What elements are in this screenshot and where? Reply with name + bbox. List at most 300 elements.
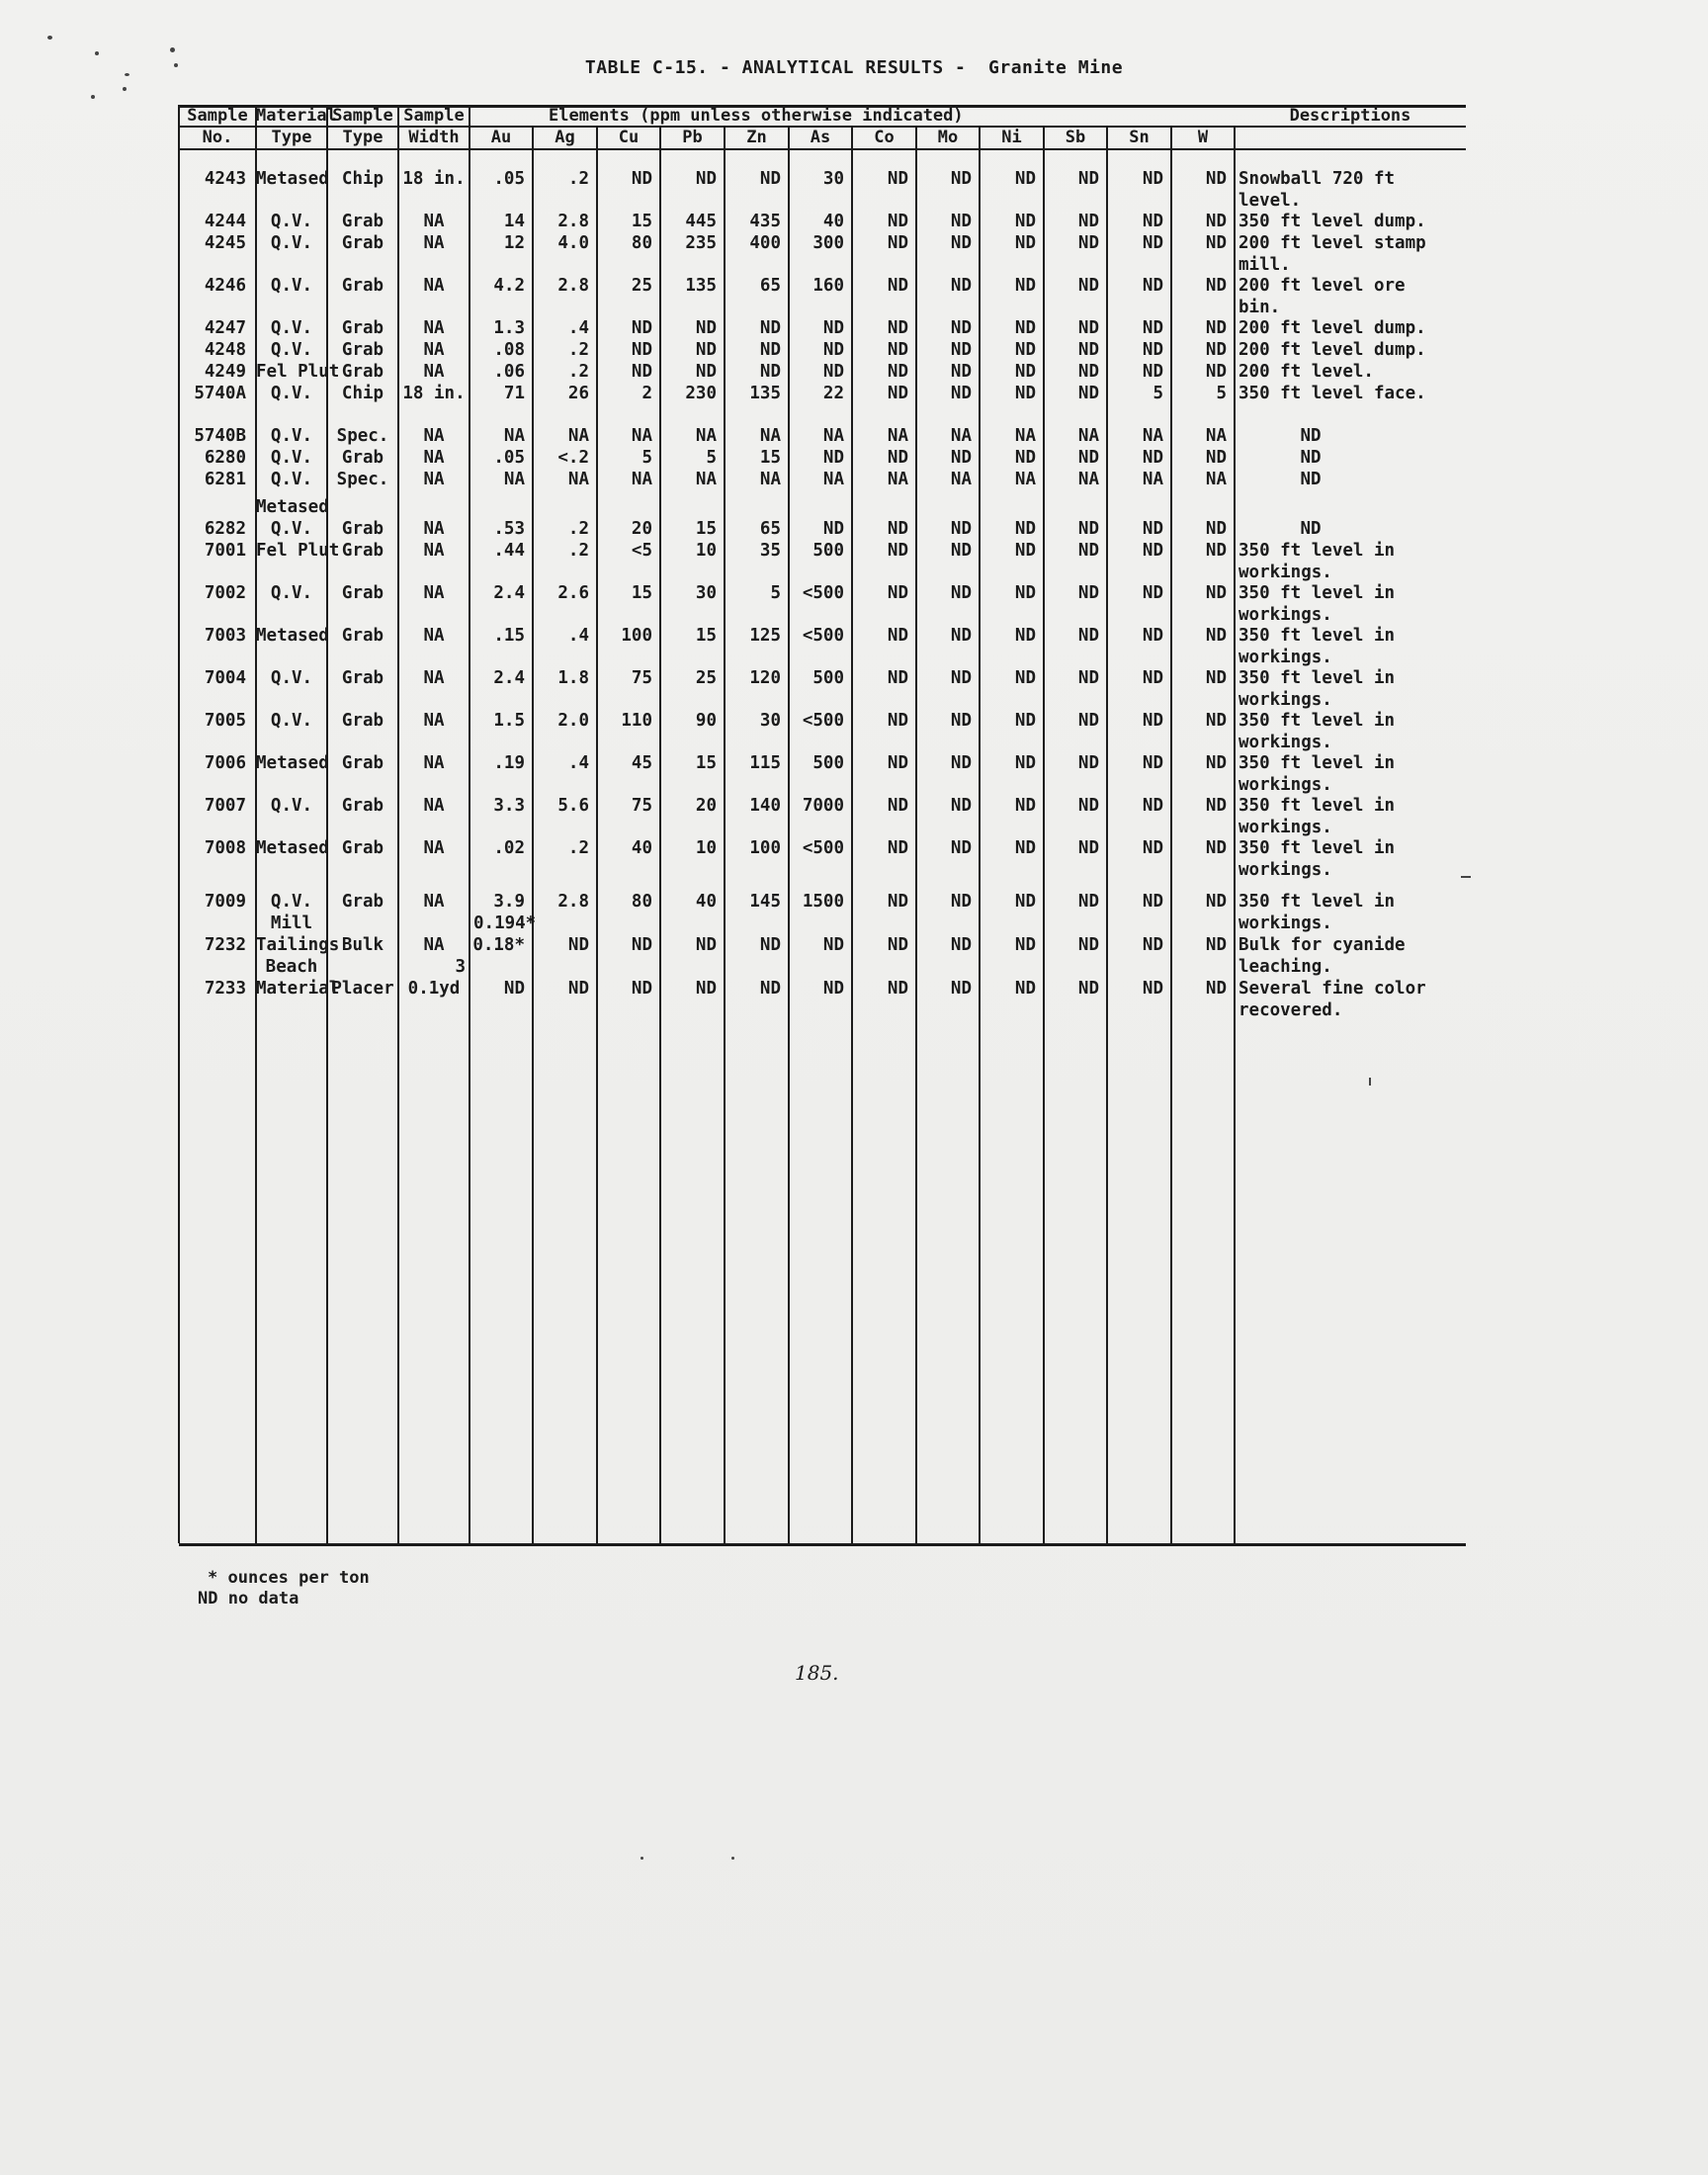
cell-co: ND	[887, 935, 908, 955]
cell-ni: ND	[1014, 583, 1036, 603]
cell-no: 6280	[204, 448, 246, 468]
cell-no: 4248	[204, 340, 246, 360]
cell-no: 6282	[204, 519, 246, 539]
cell-as: ND	[822, 448, 844, 468]
header-col-w: W	[1197, 128, 1209, 147]
cell-sb: ND	[1077, 935, 1099, 955]
cell-as: 300	[812, 233, 844, 253]
cell-mat: Metased	[256, 497, 329, 517]
cell-sb: ND	[1077, 340, 1099, 360]
scan-speck	[91, 95, 95, 99]
cell-sb: ND	[1077, 541, 1099, 561]
cell-ag: .4	[567, 626, 589, 646]
cell-co: NA	[887, 426, 908, 446]
cell-ag: 26	[567, 384, 589, 403]
cell-description: 350 ft level face.	[1238, 384, 1426, 403]
cell-mat: Metased	[256, 169, 329, 189]
cell-as: ND	[822, 362, 844, 382]
cell-sn: ND	[1142, 583, 1163, 603]
cell-sn: NA	[1142, 470, 1163, 489]
cell-au: 1.3	[493, 318, 525, 338]
cell-au: .15	[493, 626, 525, 646]
cell-no: 7232	[204, 935, 246, 955]
cell-w: ND	[1205, 838, 1227, 858]
cell-pb: 10	[695, 541, 717, 561]
cell-description: 350 ft level in	[1238, 796, 1396, 816]
cell-co: ND	[887, 711, 908, 731]
cell-cu: ND	[631, 935, 652, 955]
cell-au: 0.194*	[473, 914, 537, 933]
cell-pb: ND	[695, 979, 717, 999]
cell-zn: 65	[759, 276, 781, 296]
cell-type: Grab	[341, 711, 384, 731]
scan-speck	[731, 1857, 734, 1860]
cell-ni: ND	[1014, 276, 1036, 296]
cell-ag: .2	[567, 362, 589, 382]
cell-pb: ND	[695, 169, 717, 189]
cell-ag: .2	[567, 541, 589, 561]
cell-zn: 400	[749, 233, 781, 253]
cell-cu: NA	[631, 426, 652, 446]
cell-zn: 145	[749, 892, 781, 912]
cell-co: ND	[887, 796, 908, 816]
cell-w: ND	[1205, 753, 1227, 773]
cell-pb: 10	[695, 838, 717, 858]
cell-mo: ND	[950, 448, 972, 468]
cell-pb: ND	[695, 362, 717, 382]
cell-description: 200 ft level dump.	[1238, 340, 1426, 360]
header-col-mo: Mo	[937, 128, 959, 147]
cell-description: workings.	[1238, 563, 1332, 582]
cell-zn: 135	[749, 384, 781, 403]
cell-mat: Q.V.	[270, 583, 313, 603]
cell-pb: 20	[695, 796, 717, 816]
header-col-sample-type: Type	[342, 128, 384, 147]
cell-no: 4249	[204, 362, 246, 382]
cell-mat: Q.V.	[270, 711, 313, 731]
header-material: Material	[256, 106, 337, 126]
cell-mo: ND	[950, 711, 972, 731]
cell-ni: ND	[1014, 668, 1036, 688]
cell-width: NA	[423, 753, 445, 773]
cell-as: 1500	[802, 892, 844, 912]
cell-co: ND	[887, 541, 908, 561]
cell-description: ND	[1300, 470, 1322, 489]
table-rule	[179, 1543, 1466, 1546]
cell-type: Grab	[341, 233, 384, 253]
cell-ag: NA	[567, 470, 589, 489]
cell-mat: Q.V.	[270, 668, 313, 688]
cell-no: 5740A	[194, 384, 246, 403]
cell-w: ND	[1205, 935, 1227, 955]
cell-ag: 4.0	[557, 233, 589, 253]
cell-type: Grab	[341, 276, 384, 296]
cell-co: ND	[887, 838, 908, 858]
cell-mat: Tailings	[256, 935, 340, 955]
cell-sn: ND	[1142, 935, 1163, 955]
cell-pb: NA	[695, 426, 717, 446]
cell-mat: Q.V.	[270, 892, 313, 912]
cell-ag: ND	[567, 935, 589, 955]
cell-description: 350 ft level in	[1238, 626, 1396, 646]
header-col-sn: Sn	[1129, 128, 1150, 147]
cell-no: 7002	[204, 583, 246, 603]
cell-au: .02	[493, 838, 525, 858]
cell-mat: Q.V.	[270, 212, 313, 231]
cell-description: 350 ft level dump.	[1238, 212, 1426, 231]
cell-w: ND	[1205, 276, 1227, 296]
cell-mo: ND	[950, 838, 972, 858]
cell-ni: ND	[1014, 169, 1036, 189]
cell-pb: 235	[685, 233, 717, 253]
cell-ag: 2.0	[557, 711, 589, 731]
cell-ni: ND	[1014, 212, 1036, 231]
cell-au: .06	[493, 362, 525, 382]
cell-mat: Metased	[256, 838, 329, 858]
cell-ag: 2.8	[557, 276, 589, 296]
cell-width: NA	[423, 212, 445, 231]
cell-pb: 230	[685, 384, 717, 403]
cell-as: 160	[812, 276, 844, 296]
cell-cu: ND	[631, 169, 652, 189]
cell-co: ND	[887, 668, 908, 688]
cell-width: 0.1yd	[407, 979, 461, 999]
header-col-sb: Sb	[1065, 128, 1086, 147]
cell-zn: 15	[759, 448, 781, 468]
cell-sb: ND	[1077, 626, 1099, 646]
cell-type: Grab	[341, 362, 384, 382]
cell-no: 6281	[204, 470, 246, 489]
cell-description: ND	[1300, 426, 1322, 446]
cell-description: 350 ft level in	[1238, 753, 1396, 773]
cell-width: NA	[423, 668, 445, 688]
cell-width: NA	[423, 711, 445, 731]
cell-no: 4244	[204, 212, 246, 231]
cell-width: NA	[423, 838, 445, 858]
cell-description: 200 ft level stamp	[1238, 233, 1426, 253]
cell-sn: NA	[1142, 426, 1163, 446]
cell-width: NA	[423, 626, 445, 646]
cell-ag: <.2	[557, 448, 589, 468]
cell-co: ND	[887, 384, 908, 403]
cell-sn: ND	[1142, 892, 1163, 912]
cell-mat: Q.V.	[270, 276, 313, 296]
cell-sb: ND	[1077, 448, 1099, 468]
cell-w: NA	[1205, 426, 1227, 446]
cell-mat: Q.V.	[270, 519, 313, 539]
cell-description: 350 ft level in	[1238, 838, 1396, 858]
cell-as: 500	[812, 753, 844, 773]
cell-sb: ND	[1077, 384, 1099, 403]
cell-w: NA	[1205, 470, 1227, 489]
cell-au: .44	[493, 541, 525, 561]
cell-mo: ND	[950, 796, 972, 816]
cell-cu: ND	[631, 340, 652, 360]
cell-as: 500	[812, 541, 844, 561]
scan-speck	[95, 51, 99, 55]
cell-mo: ND	[950, 892, 972, 912]
cell-mat: Q.V.	[270, 426, 313, 446]
cell-zn: ND	[759, 340, 781, 360]
cell-as: ND	[822, 519, 844, 539]
cell-au: .19	[493, 753, 525, 773]
cell-width: NA	[423, 541, 445, 561]
cell-no: 7006	[204, 753, 246, 773]
cell-ni: ND	[1014, 362, 1036, 382]
column-divider	[1234, 127, 1236, 1543]
cell-type: Grab	[341, 318, 384, 338]
cell-type: Grab	[341, 626, 384, 646]
cell-mo: ND	[950, 668, 972, 688]
cell-pb: 5	[706, 448, 717, 468]
cell-sn: ND	[1142, 519, 1163, 539]
cell-mo: ND	[950, 583, 972, 603]
cell-w: ND	[1205, 340, 1227, 360]
scan-speck	[640, 1857, 643, 1860]
cell-w: ND	[1205, 212, 1227, 231]
cell-as: 40	[822, 212, 844, 231]
cell-type: Grab	[341, 212, 384, 231]
cell-description: workings.	[1238, 690, 1332, 710]
cell-no: 4247	[204, 318, 246, 338]
cell-width: NA	[423, 935, 445, 955]
cell-ag: 5.6	[557, 796, 589, 816]
cell-w: ND	[1205, 448, 1227, 468]
cell-co: ND	[887, 892, 908, 912]
cell-cu: ND	[631, 318, 652, 338]
cell-co: ND	[887, 340, 908, 360]
cell-w: ND	[1205, 626, 1227, 646]
cell-type: Grab	[341, 838, 384, 858]
cell-pb: 90	[695, 711, 717, 731]
scan-speck	[123, 87, 127, 91]
cell-ag: .2	[567, 340, 589, 360]
cell-ag: .2	[567, 519, 589, 539]
cell-cu: ND	[631, 362, 652, 382]
cell-cu: 45	[631, 753, 652, 773]
cell-w: ND	[1205, 233, 1227, 253]
cell-description: Snowball 720 ft	[1238, 169, 1396, 189]
cell-description: 200 ft level ore	[1238, 276, 1406, 296]
cell-cu: 75	[631, 668, 652, 688]
cell-au: .08	[493, 340, 525, 360]
cell-ni: ND	[1014, 892, 1036, 912]
cell-ag: 2.6	[557, 583, 589, 603]
cell-zn: ND	[759, 979, 781, 999]
cell-co: ND	[887, 362, 908, 382]
cell-mo: ND	[950, 519, 972, 539]
cell-as: <500	[802, 711, 844, 731]
cell-co: ND	[887, 212, 908, 231]
cell-width: 3	[455, 957, 466, 977]
cell-description: 350 ft level in	[1238, 892, 1396, 912]
header-elements: Elements (ppm unless otherwise indicated)	[549, 106, 964, 126]
cell-ni: ND	[1014, 838, 1036, 858]
cell-cu: ND	[631, 979, 652, 999]
cell-ag: .2	[567, 169, 589, 189]
cell-co: NA	[887, 470, 908, 489]
header-sample-width: Sample	[403, 106, 465, 126]
cell-cu: 5	[641, 448, 652, 468]
cell-au: 3.9	[493, 892, 525, 912]
cell-no: 7007	[204, 796, 246, 816]
cell-no: 4243	[204, 169, 246, 189]
footnote-nd: ND no data	[198, 1589, 299, 1609]
cell-type: Spec.	[336, 426, 389, 446]
cell-w: ND	[1205, 519, 1227, 539]
cell-as: ND	[822, 935, 844, 955]
cell-pb: ND	[695, 340, 717, 360]
cell-sn: ND	[1142, 626, 1163, 646]
cell-cu: 110	[621, 711, 652, 731]
cell-description: 200 ft level.	[1238, 362, 1374, 382]
cell-sn: ND	[1142, 753, 1163, 773]
cell-type: Grab	[341, 340, 384, 360]
cell-w: ND	[1205, 668, 1227, 688]
cell-width: NA	[423, 448, 445, 468]
cell-sb: NA	[1077, 426, 1099, 446]
cell-description: level.	[1238, 191, 1302, 211]
cell-au: 14	[503, 212, 525, 231]
cell-ag: .4	[567, 753, 589, 773]
cell-ni: ND	[1014, 753, 1036, 773]
cell-description: recovered.	[1238, 1000, 1343, 1020]
header-sample: Sample	[187, 106, 248, 126]
cell-zn: NA	[759, 426, 781, 446]
cell-sb: ND	[1077, 318, 1099, 338]
cell-ni: ND	[1014, 448, 1036, 468]
cell-width: NA	[423, 796, 445, 816]
cell-zn: 435	[749, 212, 781, 231]
cell-sb: ND	[1077, 892, 1099, 912]
cell-cu: 75	[631, 796, 652, 816]
cell-mo: ND	[950, 276, 972, 296]
cell-no: 7009	[204, 892, 246, 912]
cell-mo: NA	[950, 426, 972, 446]
header-col-type: Type	[271, 128, 312, 147]
cell-sn: ND	[1142, 276, 1163, 296]
table-rule	[179, 148, 1466, 150]
cell-type: Grab	[341, 892, 384, 912]
cell-ni: ND	[1014, 626, 1036, 646]
cell-width: NA	[423, 276, 445, 296]
cell-description: 350 ft level in	[1238, 711, 1396, 731]
cell-cu: 25	[631, 276, 652, 296]
cell-ni: ND	[1014, 233, 1036, 253]
cell-sn: ND	[1142, 711, 1163, 731]
cell-w: ND	[1205, 583, 1227, 603]
cell-sn: ND	[1142, 979, 1163, 999]
cell-pb: 445	[685, 212, 717, 231]
cell-mat: Q.V.	[270, 448, 313, 468]
cell-no: 7004	[204, 668, 246, 688]
cell-w: ND	[1205, 362, 1227, 382]
cell-description: Bulk for cyanide	[1238, 935, 1406, 955]
cell-mat: Material	[256, 979, 340, 999]
cell-zn: 65	[759, 519, 781, 539]
header-col-zn: Zn	[746, 128, 767, 147]
cell-mat: Q.V.	[270, 470, 313, 489]
cell-co: ND	[887, 626, 908, 646]
cell-co: ND	[887, 583, 908, 603]
scan-speck	[47, 36, 52, 40]
cell-ni: ND	[1014, 541, 1036, 561]
cell-au: 71	[503, 384, 525, 403]
cell-description: workings.	[1238, 605, 1332, 625]
cell-as: 22	[822, 384, 844, 403]
cell-sb: ND	[1077, 212, 1099, 231]
cell-pb: 15	[695, 519, 717, 539]
cell-description: ND	[1300, 519, 1322, 539]
cell-mat: Mill	[270, 914, 313, 933]
cell-cu: 15	[631, 583, 652, 603]
cell-w: ND	[1205, 541, 1227, 561]
cell-mo: ND	[950, 169, 972, 189]
cell-sn: ND	[1142, 362, 1163, 382]
cell-description: Several fine color	[1238, 979, 1426, 999]
cell-width: NA	[423, 340, 445, 360]
cell-au: 12	[503, 233, 525, 253]
cell-co: ND	[887, 448, 908, 468]
cell-co: ND	[887, 979, 908, 999]
cell-as: ND	[822, 979, 844, 999]
cell-width: NA	[423, 362, 445, 382]
cell-type: Grab	[341, 583, 384, 603]
cell-zn: ND	[759, 362, 781, 382]
cell-ag: 2.8	[557, 892, 589, 912]
cell-ni: ND	[1014, 318, 1036, 338]
cell-pb: ND	[695, 318, 717, 338]
cell-zn: 120	[749, 668, 781, 688]
header-sample-type: Sample	[332, 106, 393, 126]
cell-mo: ND	[950, 340, 972, 360]
cell-sb: NA	[1077, 470, 1099, 489]
cell-cu: 100	[621, 626, 652, 646]
cell-sn: ND	[1142, 668, 1163, 688]
cell-mat: Metased	[256, 626, 329, 646]
cell-type: Grab	[341, 541, 384, 561]
cell-type: Grab	[341, 519, 384, 539]
cell-zn: 35	[759, 541, 781, 561]
cell-mat: Fel Plut	[256, 541, 340, 561]
cell-as: ND	[822, 340, 844, 360]
table-title: TABLE C-15. - ANALYTICAL RESULTS - Granite Mine	[584, 57, 1124, 78]
cell-sb: ND	[1077, 979, 1099, 999]
header-col-no: No.	[202, 128, 233, 147]
cell-co: ND	[887, 169, 908, 189]
cell-zn: 100	[749, 838, 781, 858]
scan-speck	[170, 47, 175, 52]
cell-no: 7003	[204, 626, 246, 646]
header-col-width: Width	[408, 128, 460, 147]
cell-mo: ND	[950, 935, 972, 955]
cell-no: 5740B	[194, 426, 246, 446]
cell-ni: NA	[1014, 470, 1036, 489]
cell-zn: 30	[759, 711, 781, 731]
cell-cu: <5	[631, 541, 652, 561]
cell-w: ND	[1205, 318, 1227, 338]
cell-cu: 40	[631, 838, 652, 858]
cell-au: 3.3	[493, 796, 525, 816]
cell-zn: ND	[759, 318, 781, 338]
header-col-au: Au	[490, 128, 512, 147]
analytical-results-table	[179, 105, 1466, 1548]
cell-description: leaching.	[1238, 957, 1332, 977]
cell-ni: ND	[1014, 796, 1036, 816]
cell-width: NA	[423, 426, 445, 446]
cell-description: workings.	[1238, 860, 1332, 880]
cell-description: workings.	[1238, 818, 1332, 837]
